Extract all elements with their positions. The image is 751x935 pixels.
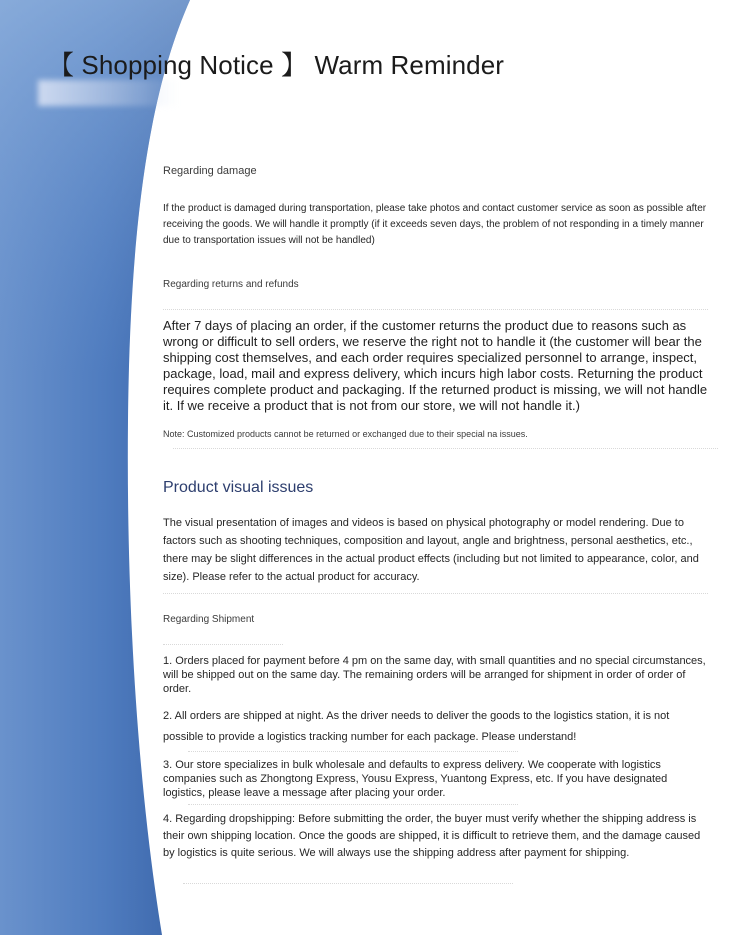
faint-line [188,750,518,752]
shipment-item-4: 4. Regarding dropshipping: Before submitting the order, the buyer must verify whether the shipping address is their own shipping location. Once the goods are shipped, it is difficult to retrieve them, and the damage caused by logistics is quite serious. We will always use the shipping address after payment for shipping. [163,813,701,859]
blurred-subtitle [38,80,178,106]
shipment-heading: Regarding Shipment [163,614,255,625]
faint-line [163,308,708,310]
faint-line [173,447,718,449]
visual-heading: Product visual issues [163,479,314,496]
faint-line [188,803,518,805]
visual-text: The visual presentation of images and videos is based on physical photography or model rendering. Due to factors such as shooting techniques, composition and layout, angle and brightness, personal aesthetics, etc., there may be slight differences in the actual product effects (including but not limited to appearance, color, and size). Please refer to the actual product for accuracy. [163,517,699,583]
damage-heading: Regarding damage [163,165,257,177]
returns-text: After 7 days of placing an order, if the customer returns the product due to reasons such as wrong or difficult to sell orders, we reserve the right not to handle it (the customer will bear the shipping cost themselves, and each order requires specialized personnel to arrange, inspect, package, load, mail and express delivery, which incurs high labor costs. Returning the product requires complete product and packaging. If the returned product is missing, we will not handle it. If we receive a product that is not from our store, we will not handle it.) [163,318,708,413]
returns-note: Note: Customized products cannot be returned or exchanged due to their special na issues. [163,429,528,439]
returns-heading: Regarding returns and refunds [163,279,299,290]
damage-text: If the product is damaged during transportation, please take photos and contact customer service as soon as possible after receiving the goods. We will handle it promptly (if it exceeds seven days, the problem of not responding in a timely manner due to transportation issues will not be handled) [163,203,707,246]
page-title: 【 Shopping Notice 】 Warm Reminder [48,50,505,80]
shipment-item-2: 2. All orders are shipped at night. As the driver needs to deliver the goods to the logistics station, it is not possible to provide a logistics tracking number for each package. Please understand! [163,710,670,743]
faint-line [183,882,513,884]
faint-line [163,592,708,594]
faint-line [163,643,283,645]
shipment-item-3: 3. Our store specializes in bulk wholesale and defaults to express delivery. We cooperate with logistics companies such as Zhongtong Express, Yousu Express, Yuantong Express, etc. If you have designated logistics, please leave a message after placing your order. [163,759,668,799]
shipment-item-1: 1. Orders placed for payment before 4 pm on the same day, with small quantities and no special circumstances, will be shipped out on the same day. The remaining orders will be arranged for shipment in order of order of order. [163,655,706,695]
